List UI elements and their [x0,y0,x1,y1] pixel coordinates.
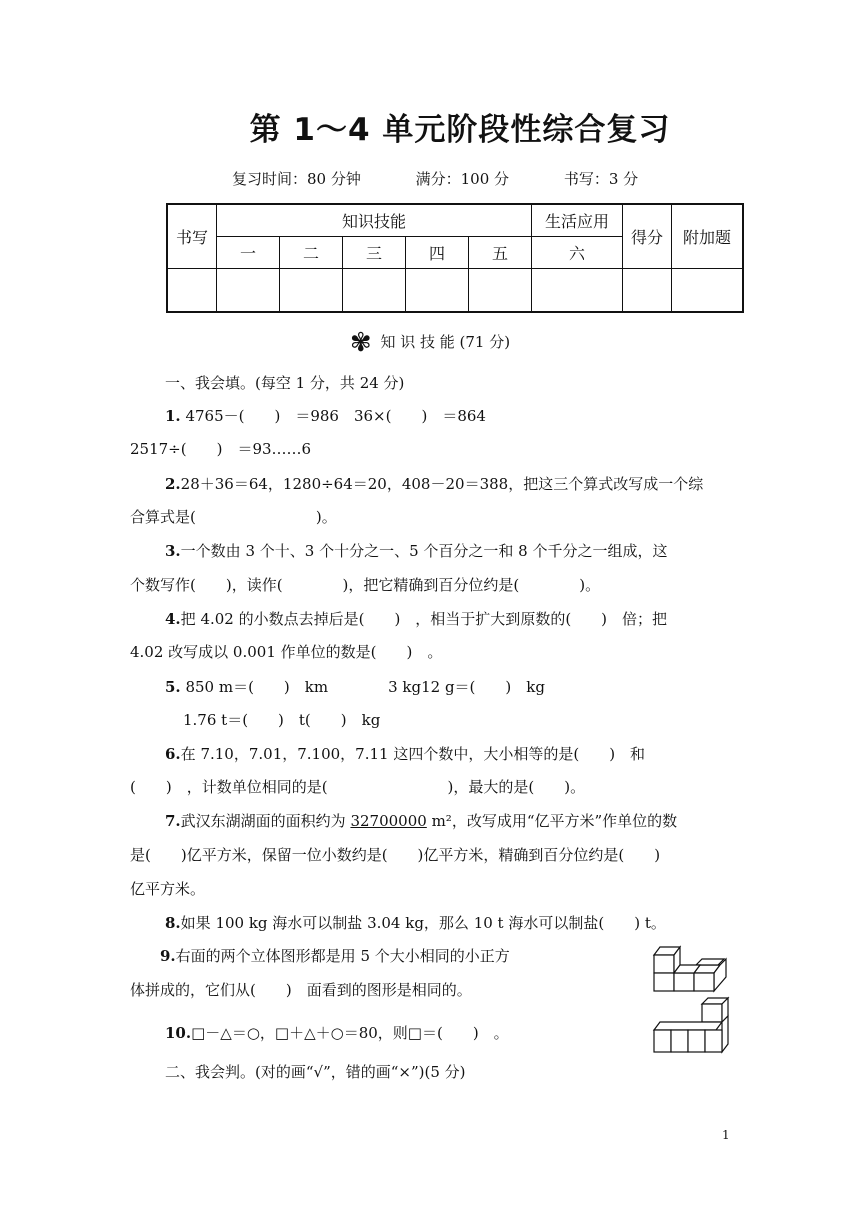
question-2 [165,473,703,494]
question-text: □－△＝○，□＋△＋○＝80，则□＝( ) 。 [191,1024,509,1042]
part2-heading: 二、我会判。(对的画“√”，错的画“×”)(5 分) [165,1063,466,1081]
question-4-cont: 4.02 改写成以 0.001 作单位的数是( ) 。 [130,643,443,661]
question-number: 8. [165,914,181,932]
question-number: 5. [165,678,181,696]
question-7-cont2: 亿平方米。 [130,880,206,898]
score-col-5: 五 [469,236,532,268]
score-table [166,203,744,313]
score-header-writing: 书写 [167,204,217,268]
question-text: 在 7.10，7.01，7.100，7.11 这四个数中，大小相等的是( ) 和 [180,745,646,763]
question-text: m²，改写成用“亿平方米”作单位的数 [426,812,678,830]
question-10 [165,1022,509,1043]
score-col-1: 一 [217,236,280,268]
question-text: 一个数由 3 个十、3 个十分之一、5 个百分之一和 8 个千分之一组成，这 [180,542,668,560]
flower-icon: ✾ [349,328,372,358]
score-header-score: 得分 [623,204,672,268]
score-header-life: 生活应用 [532,204,623,236]
score-col-4: 四 [406,236,469,268]
question-5-cont: 1.76 t＝( ) t( ) kg [183,711,381,729]
question-6-cont: ( ) ，计数单位相同的是( )，最大的是( )。 [130,778,586,796]
exam-meta [232,168,688,189]
part1-heading: 一、我会填。(每空 1 分，共 24 分) [165,374,405,392]
question-number: 6. [165,745,181,763]
question-1-cont: 2517÷( ) ＝93……6 [130,440,312,458]
page-title: 第 1～4 单元阶段性综合复习 [249,112,671,148]
question-number: 9. [160,947,176,965]
question-9 [160,945,510,966]
question-1 [165,405,486,426]
question-3-cont: 个数写作( )，读作( )，把它精确到百分位约是( )。 [130,576,601,594]
question-text: 28＋36＝64，1280÷64＝20，408－20＝388，把这三个算式改写成一个综 [180,475,704,493]
question-5 [165,676,545,697]
score-cell[interactable] [217,268,280,312]
question-9-cont: 体拼成的，它们从( ) 面看到的图形是相同的。 [130,981,472,999]
score-col-2: 二 [280,236,343,268]
score-header-knowledge: 知识技能 [217,204,532,236]
section-header-text: 知 识 技 能 (71 分) [380,333,511,351]
score-cell[interactable] [167,268,217,312]
question-6 [165,743,645,764]
question-text: 850 m＝( ) km 3 kg12 g＝( ) kg [185,678,545,696]
score-cell[interactable] [280,268,343,312]
question-text: 如果 100 kg 海水可以制盐 3.04 kg，那么 10 t 海水可以制盐( ) t。 [180,914,666,932]
question-number: 10. [165,1024,192,1042]
question-number: 3. [165,542,181,560]
question-2-cont: 合算式是( )。 [130,508,337,526]
question-8 [165,912,666,933]
score-header-extra: 附加题 [672,204,744,268]
score-cell[interactable] [672,268,744,312]
question-text: 把 4.02 的小数点去掉后是( ) ，相当于扩大到原数的( ) 倍；把 [180,610,668,628]
exam-time: 复习时间：80 分钟 [232,170,361,188]
cube-figure-bottom [652,996,732,1054]
question-text: 武汉东湖湖面的面积约为 [180,812,351,830]
page-number: 1 [722,1128,730,1142]
score-cell[interactable] [343,268,406,312]
score-col-6: 六 [532,236,623,268]
question-number: 2. [165,475,181,493]
question-3 [165,540,667,561]
question-4 [165,608,667,629]
exam-writing-score: 书写：3 分 [563,170,639,188]
score-cell[interactable] [406,268,469,312]
question-number: 7. [165,812,181,830]
question-text: 右面的两个立体图形都是用 5 个大小相同的小正方 [175,947,510,965]
section-header [0,328,860,358]
score-col-3: 三 [343,236,406,268]
question-7-cont: 是( )亿平方米，保留一位小数约是( )亿平方米，精确到百分位约是( ) [130,846,661,864]
area-value: 32700000 [350,812,427,830]
cube-figure-top [652,943,732,995]
exam-full-score: 满分：100 分 [415,170,510,188]
score-cell[interactable] [623,268,672,312]
question-text: 4765－( ) ＝986 36×( ) ＝864 [185,407,486,425]
score-cell[interactable] [532,268,623,312]
score-cell[interactable] [469,268,532,312]
question-7 [165,810,677,831]
question-number: 4. [165,610,181,628]
question-number: 1. [165,407,181,425]
